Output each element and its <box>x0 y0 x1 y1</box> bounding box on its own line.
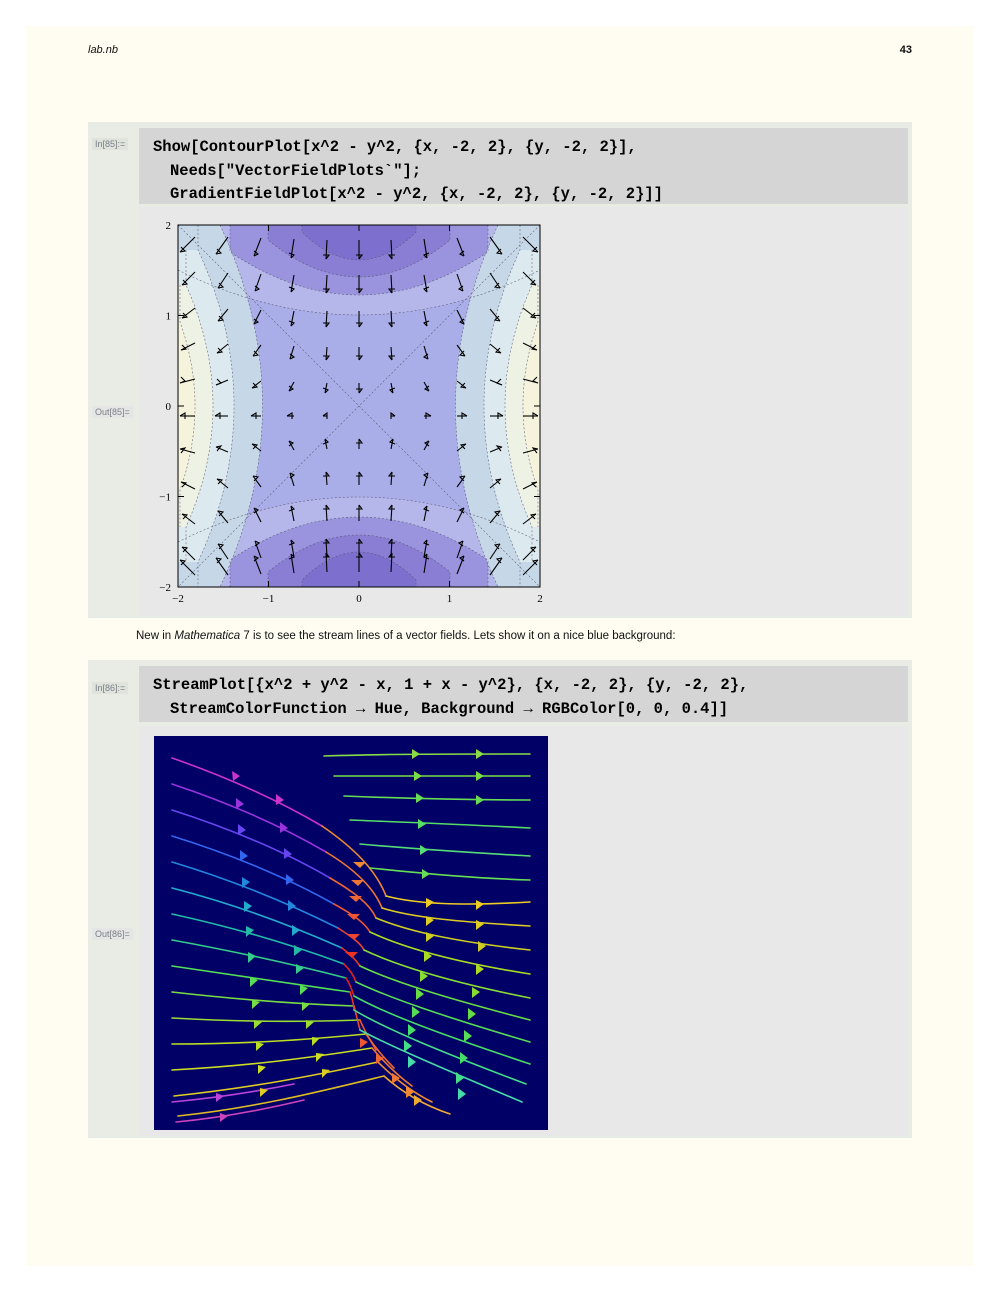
svg-text:−2: −2 <box>159 582 171 594</box>
svg-text:2: 2 <box>537 593 543 605</box>
svg-text:−1: −1 <box>159 491 171 504</box>
input-cell-86[interactable] <box>139 666 908 722</box>
input-cell-85[interactable] <box>139 128 908 204</box>
page-margin-bottom <box>0 1266 1000 1292</box>
input-line: Show[ContourPlot[x^2 - y^2, {x, -2, 2}, {y, -2, 2}], <box>153 138 637 156</box>
prose-text <box>136 630 896 642</box>
input-line: GradientFieldPlot[x^2 - y^2, {x, -2, 2}, {y, -2, 2}]] <box>170 185 663 204</box>
page-header <box>88 44 912 68</box>
input-line: Needs["VectorFieldPlots`"]; <box>170 161 422 180</box>
page-number: 43 <box>899 44 912 56</box>
svg-text:1: 1 <box>165 310 171 323</box>
in-label-86: In[86]:= <box>92 682 128 694</box>
svg-text:0: 0 <box>356 593 362 605</box>
page-margin-left <box>0 0 26 1292</box>
contour-gradient-plot <box>140 210 564 615</box>
in-label-85: In[85]:= <box>92 138 128 150</box>
svg-text:−1: −1 <box>262 593 275 605</box>
notebook-title: lab.nb <box>88 44 118 56</box>
stream-plot <box>154 736 548 1130</box>
svg-text:1: 1 <box>446 593 453 605</box>
svg-text:−2: −2 <box>172 593 184 605</box>
svg-text:0: 0 <box>165 401 171 413</box>
prose-part1: New in <box>136 630 175 642</box>
input-line: StreamColorFunction → Hue, Background → RGBColor[0, 0, 0.4]] <box>170 699 729 718</box>
input-line: StreamPlot[{x^2 + y^2 - x, 1 + x - y^2}, {x, -2, 2}, {y, -2, 2}, <box>153 676 749 694</box>
out-label-86: Out[86]= <box>92 928 133 940</box>
page-margin-top <box>0 0 1000 26</box>
prose-part2: 7 is to see the stream lines of a vector fields. Lets show it on a nice blue background: <box>240 630 676 642</box>
svg-text:2: 2 <box>165 220 171 232</box>
prose-italic: Mathematica <box>174 630 241 642</box>
page-margin-right <box>974 0 1000 1292</box>
out-label-85: Out[85]= <box>92 406 133 418</box>
